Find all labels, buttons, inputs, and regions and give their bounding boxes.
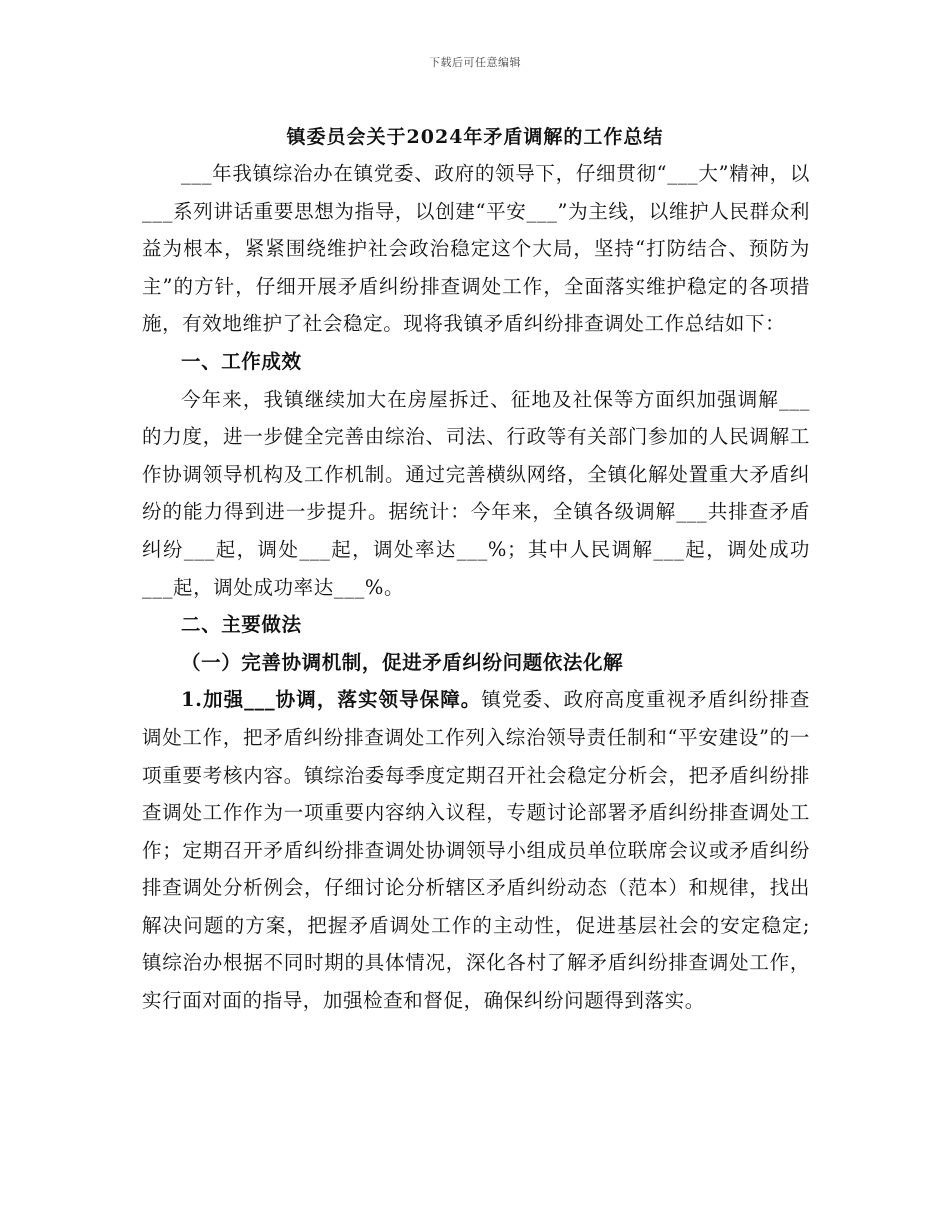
section-heading-results: 一、工作成效	[181, 349, 302, 373]
section-heading-methods: 二、主要做法	[181, 613, 302, 637]
item-1-paragraph	[142, 681, 810, 1019]
item-1-lead: 1.加强___协调，落实领导保障。	[181, 688, 482, 712]
intro-paragraph: ___年我镇综治办在镇党委、政府的领导下，仔细贯彻“___大”精神，以___系列讲话重要思想为指导，以创建“平安___”为主线，以维护人民群众利益为根本，紧紧围绕维护社会政治稳定这个大局，坚持“打防结合、预防为主”的方针，仔细开展矛盾纠纷排查调处工作，全面落实维护稳定的各项措施，有效地维护了社会稳定。现将我镇矛盾纠纷排查调处工作总结如下：	[142, 162, 810, 336]
header-note: 下载后可任意编辑	[429, 56, 521, 69]
results-paragraph: 今年来，我镇继续加大在房屋拆迁、征地及社保等方面织加强调解___的力度，进一步健全完善由综治、司法、行政等有关部门参加的人民调解工作协调领导机构及工作机制。通过完善横纵网络，全镇化解处置重大矛盾纠纷的能力得到进一步提升。据统计：今年来，全镇各级调解___共排查矛盾纠纷___起，调处___起，调处率达___%；其中人民调解___起，调处成功___起，调处成功率达___%。	[142, 387, 810, 599]
page-title: 镇委员会关于2024年矛盾调解的工作总结	[286, 126, 664, 148]
subsection-heading-coordination: （一）完善协调机制，促进矛盾纠纷问题依法化解	[181, 650, 624, 674]
document-body	[142, 155, 810, 1020]
item-1-body: 镇党委、政府高度重视矛盾纠纷排查调处工作，把矛盾纠纷排查调处工作列入综治领导责任制和“平安建设”的一项重要考核内容。镇综治委每季度定期召开社会稳定分析会，把矛盾纠纷排查调处工作作为一项重要内容纳入议程，专题讨论部署矛盾纠纷排查调处工作；定期召开矛盾纠纷排查调处协调领导小组成员单位联席会议或矛盾纠纷排查调处分析例会，仔细讨论分析辖区矛盾纠纷动态（范本）和规律，找出解决问题的方案，把握矛盾调处工作的主动性，促进基层社会的安定稳定;镇综治办根据不同时期的具体情况，深化各村了解矛盾纠纷排查调处工作，实行面对面的指导，加强检查和督促，确保纠纷问题得到落实。	[142, 688, 810, 1013]
